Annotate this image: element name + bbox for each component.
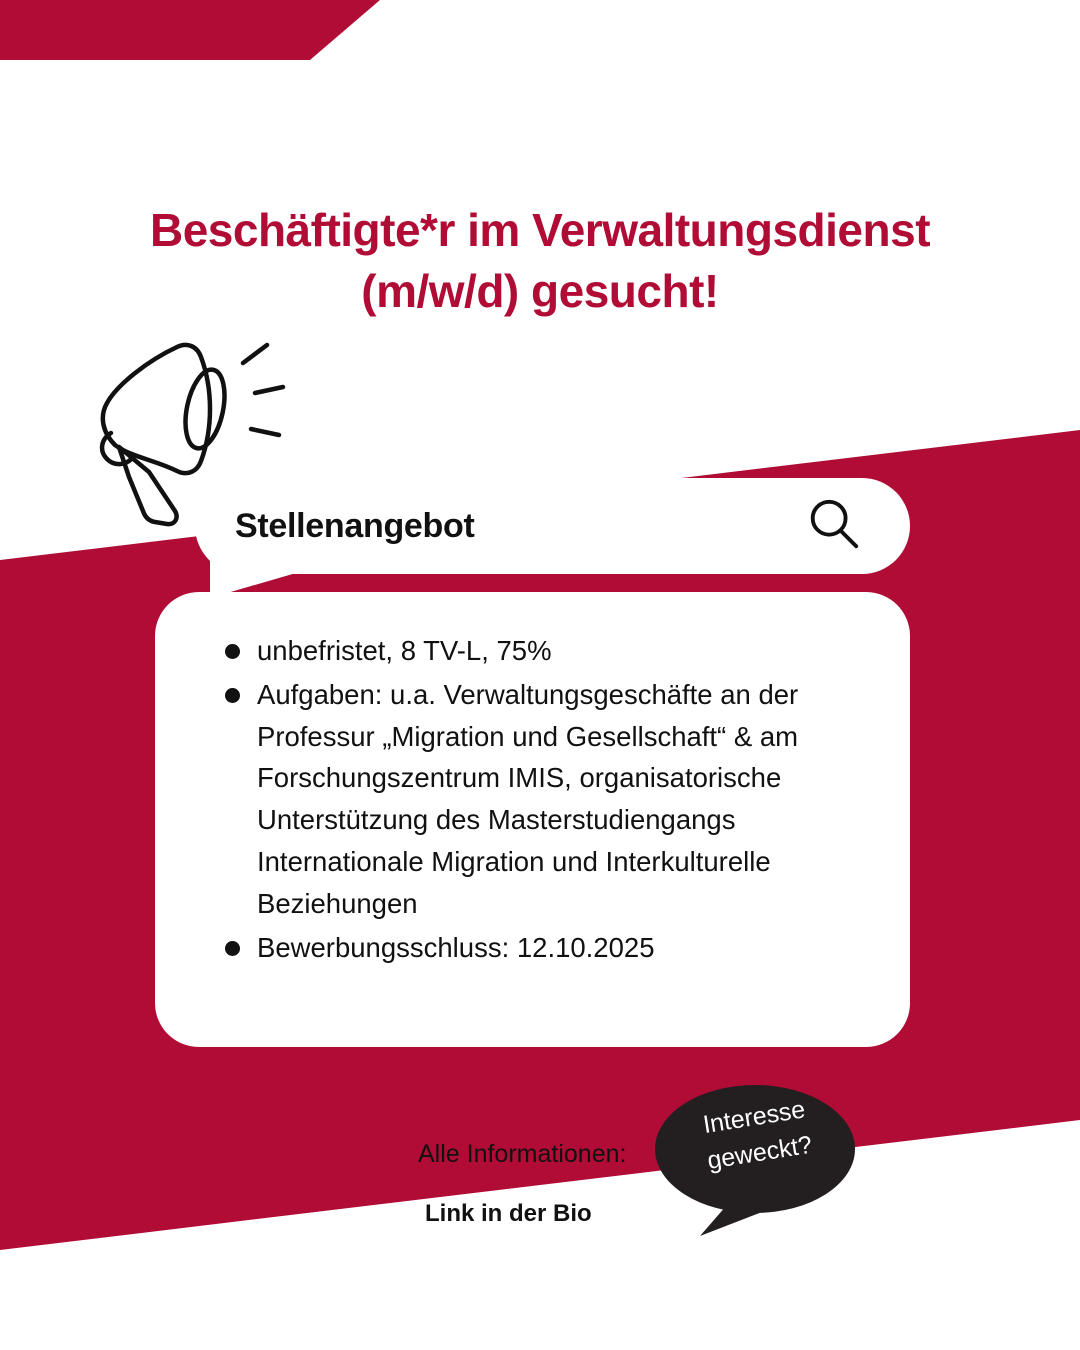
- speech-bubble-line-2: geweckt?: [705, 1130, 815, 1175]
- job-label-pill: [195, 478, 910, 574]
- list-item: Bewerbungsschluss: 12.10.2025: [211, 927, 854, 969]
- list-item: unbefristet, 8 TV-L, 75%: [211, 630, 854, 672]
- page-title-line-2: (m/w/d) gesucht!: [361, 264, 719, 317]
- decorative-bottom-right-notch: [780, 1200, 1080, 1350]
- job-details-card: [155, 592, 910, 1047]
- job-label-text: Stellenangebot: [235, 506, 475, 545]
- page-title-line-1: Beschäftigte*r im Verwaltungsdienst: [149, 204, 931, 256]
- speech-bubble-line-1: Interesse: [701, 1095, 808, 1140]
- decorative-top-wedge: [0, 0, 380, 60]
- decorative-bottom-left-notch: [0, 1230, 120, 1350]
- page-title: [90, 200, 990, 321]
- footer-info-label: Alle Informationen:: [418, 1140, 627, 1168]
- job-details-list: [211, 630, 854, 968]
- footer-bio-link[interactable]: Link in der Bio: [425, 1200, 592, 1227]
- list-item: Aufgaben: u.a. Verwaltungsgeschäfte an der Professur „Migration und Gesellschaft“ & am Forschungszentrum IMIS, organisatorische Unterstützung des Masterstudiengangs Internationale Migration und Interkulturelle Beziehungen: [211, 674, 854, 925]
- search-icon[interactable]: [804, 495, 862, 558]
